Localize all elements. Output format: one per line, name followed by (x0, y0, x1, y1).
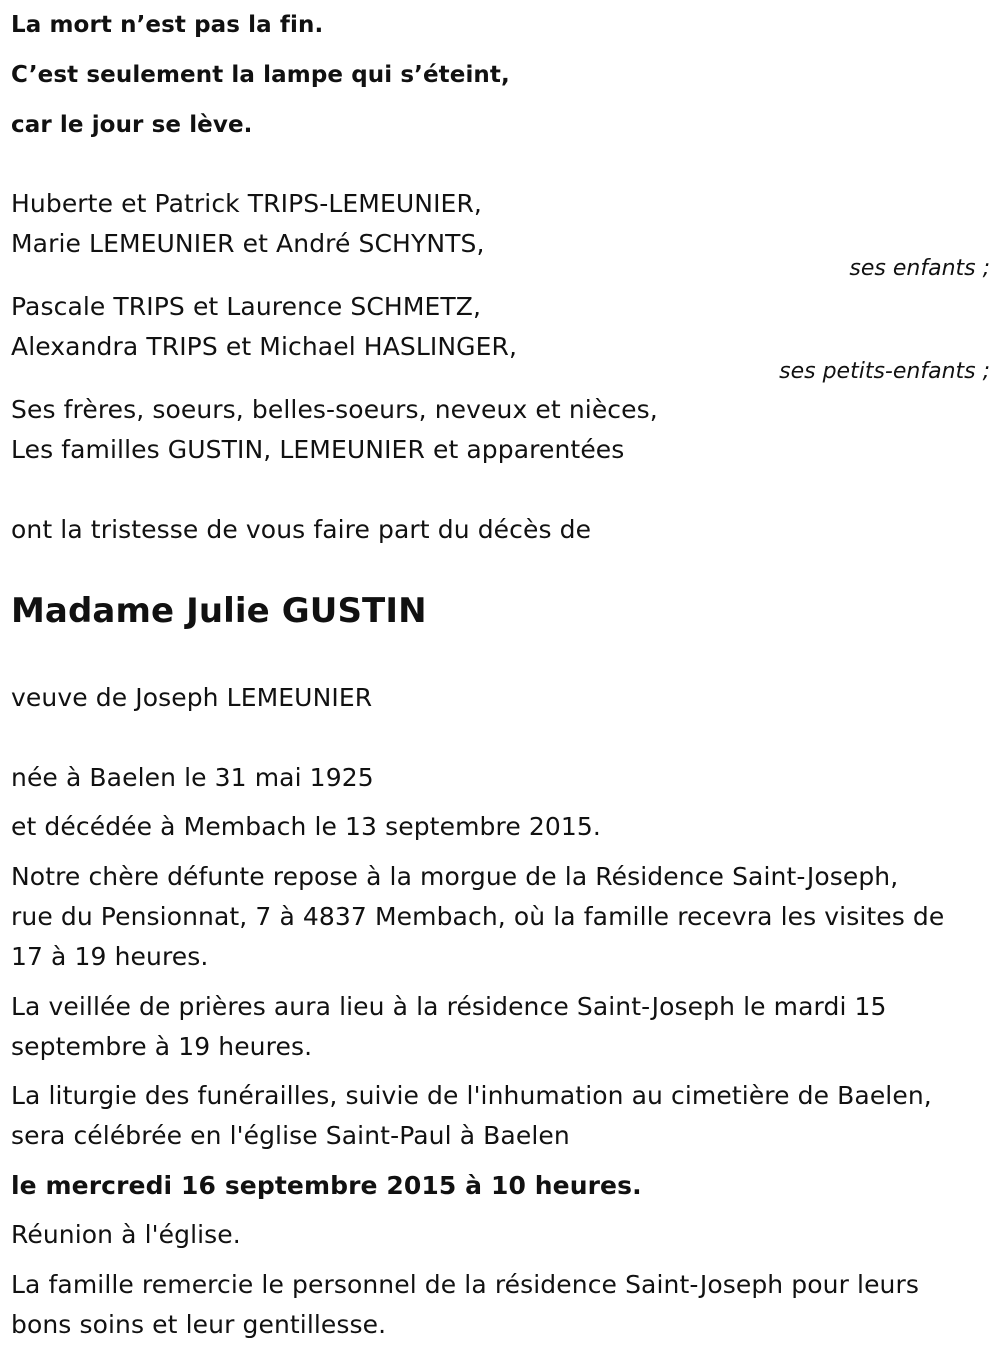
family-line: Ses frères, soeurs, belles-soeurs, neveux et nièces, (11, 395, 658, 424)
family-line: Les familles GUSTIN, LEMEUNIER et apparentées (11, 435, 625, 464)
announcement-text: ont la tristesse de vous faire part du décès de (11, 515, 592, 544)
grandchild-couple: Alexandra TRIPS et Michael HASLINGER, (11, 332, 518, 361)
vigil-line: La veillée de prières aura lieu à la résidence Saint-Joseph le mardi 15 (11, 992, 887, 1021)
child-couple: Huberte et Patrick TRIPS-LEMEUNIER, (11, 189, 482, 218)
grandchildren-role: ses petits-enfants ; (779, 359, 990, 384)
vigil-line: septembre à 19 heures. (11, 1032, 313, 1061)
children-role: ses enfants ; (849, 256, 990, 281)
funeral-line: La liturgie des funérailles, suivie de l'inhumation au cimetière de Baelen, (11, 1081, 932, 1110)
grandchild-couple: Pascale TRIPS et Laurence SCHMETZ, (11, 292, 482, 321)
birth-info: née à Baelen le 31 mai 1925 (11, 763, 374, 792)
meeting-info: Réunion à l'église. (11, 1220, 241, 1249)
widow-of: veuve de Joseph LEMEUNIER (11, 683, 373, 712)
thanks-line: bons soins et leur gentillesse. (11, 1310, 387, 1339)
thanks-line: La famille remercie le personnel de la résidence Saint-Joseph pour leurs (11, 1270, 920, 1299)
quote-line: La mort n’est pas la fin. (11, 12, 324, 38)
repose-line: 17 à 19 heures. (11, 942, 209, 971)
repose-line: rue du Pensionnat, 7 à 4837 Membach, où la famille recevra les visites de (11, 902, 945, 931)
death-info: et décédée à Membach le 13 septembre 2015. (11, 812, 601, 841)
quote-line: C’est seulement la lampe qui s’éteint, (11, 62, 510, 88)
funeral-date: le mercredi 16 septembre 2015 à 10 heures. (11, 1171, 642, 1200)
funeral-line: sera célébrée en l'église Saint-Paul à Baelen (11, 1121, 570, 1150)
deceased-name: Madame Julie GUSTIN (11, 591, 427, 631)
child-couple: Marie LEMEUNIER et André SCHYNTS, (11, 229, 485, 258)
repose-line: Notre chère défunte repose à la morgue de la Résidence Saint-Joseph, (11, 862, 899, 891)
quote-line: car le jour se lève. (11, 112, 253, 138)
